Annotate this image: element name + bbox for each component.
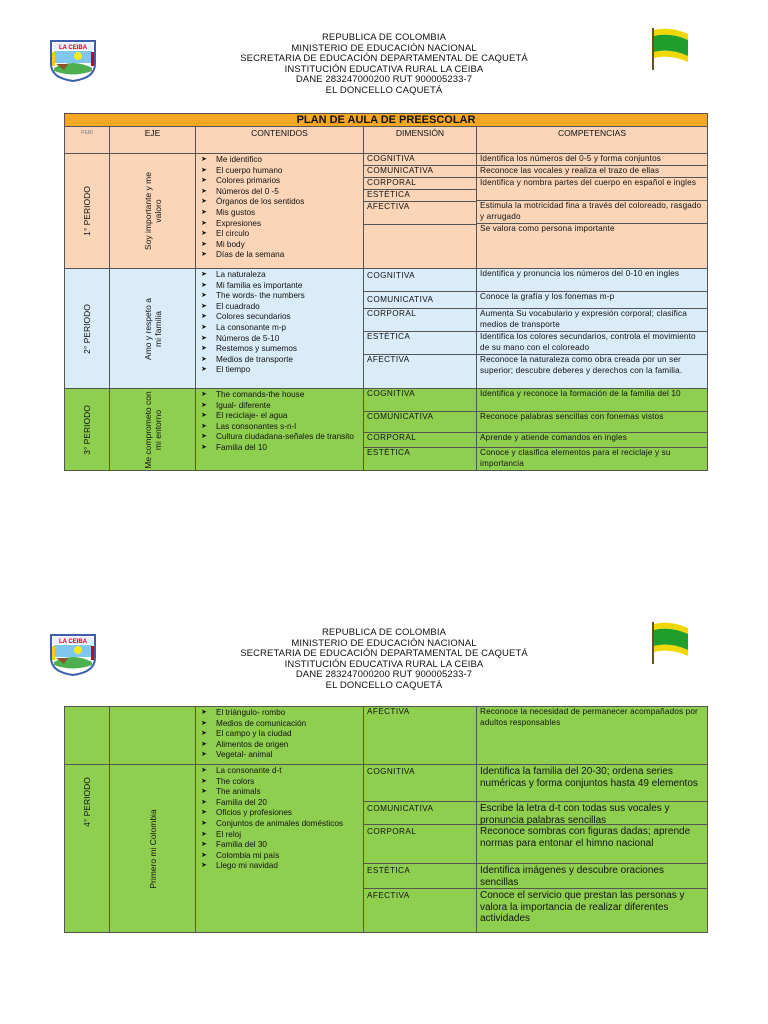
contenidos-list <box>196 269 364 389</box>
list-item: ➤ Mi familia es importante <box>199 281 360 292</box>
competencia-text: Escribe la letra d-t con todas sus vocales y pronuncia palabras sencillas <box>477 802 707 825</box>
list-item: ➤ Mis gustos <box>199 208 360 219</box>
column-header-competencias: COMPETENCIAS <box>477 127 708 154</box>
eje-label: Me comprometo con mi entorno <box>110 389 196 471</box>
competencia-text: Identifica y nombra partes del cuerpo en español e ingles <box>477 178 707 201</box>
periodo-label: 4° PERIODO <box>65 765 110 933</box>
competencia-text: Identifica la familia del 20-30; ordena series numéricas y forma conjuntos hasta 49 elementos <box>477 765 707 802</box>
list-item: ➤ Restemos y sumemos <box>199 344 360 355</box>
list-item: ➤ Medios de transporte <box>199 355 360 366</box>
contenidos-list <box>196 707 364 765</box>
competencia-text: Identifica imágenes y descubre oraciones sencillas <box>477 864 707 889</box>
list-item: ➤ La naturaleza <box>199 270 360 281</box>
list-item: ➤ Las consonantes s-n-l <box>199 422 360 433</box>
periodo-label: 2° PERIODO <box>65 269 110 389</box>
competencias-cell <box>477 389 708 471</box>
competencia-text: Se valora como persona importante <box>480 224 615 233</box>
eje-label: Primero mi Colombia <box>110 765 196 933</box>
list-item: ➤ Colores primarios <box>199 176 360 187</box>
dimension-label: COGNITIVA <box>364 765 476 802</box>
list-item: ➤ Colombia mi país <box>199 851 360 862</box>
dimension-label: COGNITIVA <box>364 389 476 412</box>
dimension-label: ESTÉTICA <box>364 332 476 355</box>
eje-label: Soy importante y me valoro <box>110 154 196 269</box>
dimension-cell <box>364 765 477 933</box>
list-item: ➤ El cuerpo humano <box>199 166 360 177</box>
competencia-text: Reconoce la necesidad de permanecer acompañados por adultos responsables <box>477 707 708 765</box>
dimension-label: AFECTIVA <box>367 355 410 364</box>
continuation-row <box>65 707 708 765</box>
header-line: INSTITUCIÓN EDUCATIVA RURAL LA CEIBA <box>284 658 484 670</box>
list-item: ➤ La consonante m-p <box>199 323 360 334</box>
periodo-label: 3° PERIODO <box>65 389 110 471</box>
dimension-label: ESTÉTICA <box>364 190 476 202</box>
competencia-text: Conoce y clasifica elementos para el reciclaje y su importancia <box>480 448 671 468</box>
contenidos-list <box>196 389 364 471</box>
list-item: ➤ Expresiones <box>199 219 360 230</box>
competencias-cell <box>477 154 708 269</box>
dimension-label: ESTÉTICA <box>367 448 411 457</box>
list-item: ➤ Igual- diferente <box>199 401 360 412</box>
list-item: ➤ Números del 0 -5 <box>199 187 360 198</box>
list-item: ➤ Días de la semana <box>199 250 360 261</box>
contenidos-list <box>196 765 364 933</box>
dimension-label: COMUNICATIVA <box>364 166 476 178</box>
competencia-text: Reconoce sombras con figuras dadas; aprende normas para entonar el himno nacional <box>477 825 707 864</box>
header-line: DANE 283247000200 RUT 900005233-7 <box>295 669 473 681</box>
list-item: ➤ Mi body <box>199 240 360 251</box>
list-item: ➤ Órganos de los sentidos <box>199 197 360 208</box>
dimension-cell <box>364 154 477 269</box>
dimension-cell <box>364 389 477 471</box>
column-header-periodo: PERI <box>65 127 110 154</box>
dimension-label: COMUNICATIVA <box>364 412 476 433</box>
competencia-text: Identifica los colores secundarios, controla el movimiento de su mano con el coloreado <box>477 332 707 355</box>
list-item: ➤ El circulo <box>199 229 360 240</box>
list-item: ➤ Oficios y profesiones <box>199 808 360 819</box>
list-item: ➤ Colores secundarios <box>199 312 360 323</box>
competencia-text: Reconoce palabras sencillas con fonemas vistos <box>477 412 707 433</box>
list-item: ➤ El reloj <box>199 830 360 841</box>
dimension-label: COMUNICATIVA <box>364 802 476 825</box>
list-item: ➤ Familia del 10 <box>199 443 360 454</box>
list-item: ➤ Conjuntos de animales domésticos <box>199 819 360 830</box>
competencia-text: Reconoce la naturaleza como obra creada por un ser superior; descubre deberes y derechos con la familia. <box>480 355 683 375</box>
list-item: ➤ El triángulo- rombo <box>199 708 360 719</box>
list-item: ➤ Cultura ciudadana-señales de transito <box>199 432 360 443</box>
list-item: ➤ Alimentos de origen <box>199 740 360 751</box>
plan-table <box>64 113 708 471</box>
list-item: ➤ Números de 5-10 <box>199 334 360 345</box>
svg-text:LA CEIBA: LA CEIBA <box>58 45 88 51</box>
header-line: MINISTERIO DE EDUCACIÓN NACIONAL <box>291 637 477 649</box>
periodo-label: 1° PERIODO <box>65 154 110 269</box>
list-item: ➤ The words- the numbers <box>199 291 360 302</box>
list-item: ➤ El reciclaje- el agua <box>199 411 360 422</box>
dimension-label: CORPORAL <box>364 309 476 332</box>
document-header <box>0 33 768 97</box>
dimension-label: COGNITIVA <box>364 154 476 166</box>
column-header-contenidos: CONTENIDOS <box>196 127 364 154</box>
period-row <box>65 389 708 471</box>
header-line: EL DONCELLO CAQUETÁ <box>325 679 443 691</box>
header-line: INSTITUCIÓN EDUCATIVA RURAL LA CEIBA <box>284 63 484 75</box>
contenidos-list <box>196 154 364 269</box>
competencias-cell <box>477 765 708 933</box>
competencia-text: Conoce el servicio que prestan las personas y valora la importancia de realizar diferentes actividades <box>480 890 685 924</box>
list-item: ➤ The comands-the house <box>199 390 360 401</box>
svg-text:LA CEIBA: LA CEIBA <box>58 639 88 645</box>
column-header-eje: EJE <box>110 127 196 154</box>
competencia-text: Identifica los números del 0-5 y forma conjuntos <box>477 154 707 166</box>
list-item: ➤ Llego mi navidad <box>199 861 360 872</box>
period-row <box>65 269 708 389</box>
list-item: ➤ The animals <box>199 787 360 798</box>
header-line: SECRETARIA DE EDUCACIÓN DEPARTAMENTAL DE CAQUETÁ <box>240 53 528 65</box>
list-item: ➤ Me identifico <box>199 155 360 166</box>
list-item: ➤ Familia del 30 <box>199 840 360 851</box>
list-item: ➤ El tiempo <box>199 365 360 376</box>
header-line: DANE 283247000200 RUT 900005233-7 <box>295 74 473 86</box>
list-item: ➤ El campo y la ciudad <box>199 729 360 740</box>
list-item: ➤ La consonante d-t <box>199 766 360 777</box>
dimension-label: ESTÉTICA <box>364 864 476 889</box>
dimension-cell <box>364 269 477 389</box>
dimension-label: AFECTIVA <box>364 707 477 765</box>
list-item: ➤ The colors <box>199 777 360 788</box>
competencia-text: Conoce la grafía y los fonemas m-p <box>477 292 707 309</box>
list-item: ➤ Familia del 20 <box>199 798 360 809</box>
dimension-label: AFECTIVA <box>364 202 476 225</box>
dimension-label: AFECTIVA <box>367 891 410 900</box>
header-line: REPUBLICA DE COLOMBIA <box>321 627 447 638</box>
competencia-text: Identifica y pronuncia los números del 0-10 en ingles <box>477 269 707 292</box>
dimension-label: COGNITIVA <box>364 269 476 292</box>
header-line: MINISTERIO DE EDUCACIÓN NACIONAL <box>291 42 477 54</box>
dimension-label: CORPORAL <box>364 825 476 864</box>
competencia-text: Aprende y atiende comandos en ingles <box>477 433 707 448</box>
header-line: SECRETARIA DE EDUCACIÓN DEPARTAMENTAL DE CAQUETÁ <box>240 648 528 660</box>
competencia-text: Reconoce las vocales y realiza el trazo de ellas <box>477 166 707 178</box>
period-row <box>65 765 708 933</box>
eje-label: Amo y respeto a mi familia <box>110 269 196 389</box>
document-header <box>0 628 768 692</box>
plan-title: PLAN DE AULA DE PREESCOLAR <box>65 114 708 127</box>
competencia-text: Identifica y reconoce la formación de la familia del 10 <box>477 389 707 412</box>
list-item: ➤ El cuadrado <box>199 302 360 313</box>
header-line: REPUBLICA DE COLOMBIA <box>321 32 447 43</box>
period-row <box>65 154 708 269</box>
competencia-text: Aumenta Su vocabulario y expresión corporal; clasifica medios de transporte <box>477 309 707 332</box>
column-header-dimension: DIMENSIÓN <box>364 127 477 154</box>
dimension-label: CORPORAL <box>364 433 476 448</box>
dimension-label: CORPORAL <box>364 178 476 190</box>
competencias-cell <box>477 269 708 389</box>
competencia-text: Estimula la motricidad fina a través del coloreado, rasgado y arrugado <box>477 201 707 224</box>
dimension-label: COMUNICATIVA <box>364 292 476 309</box>
list-item: ➤ Vegetal- animal <box>199 750 360 761</box>
header-line: EL DONCELLO CAQUETÁ <box>325 84 443 96</box>
plan-table-continued <box>64 706 708 933</box>
list-item: ➤ Medios de comunicación <box>199 719 360 730</box>
